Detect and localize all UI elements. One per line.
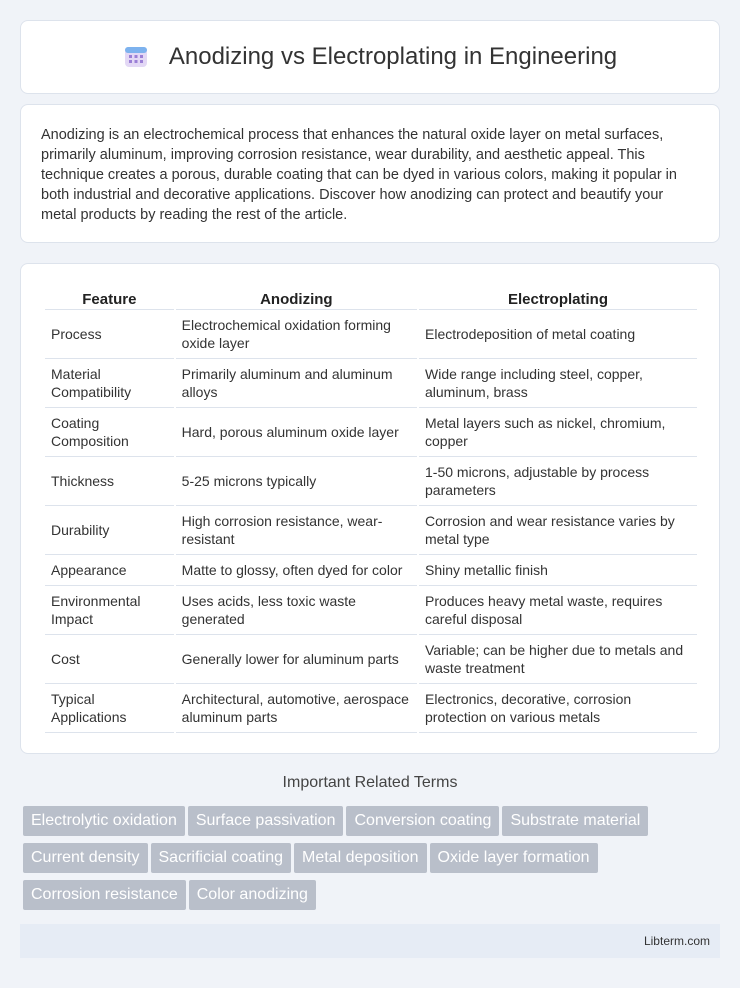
- feature-cell: Thickness: [45, 457, 174, 506]
- related-term-tag[interactable]: Electrolytic oxidation: [23, 806, 185, 836]
- electroplating-cell: Produces heavy metal waste, requires careful disposal: [419, 586, 697, 635]
- electroplating-cell: Wide range including steel, copper, aluminum, brass: [419, 359, 697, 408]
- comparison-table: [43, 282, 699, 733]
- anodizing-cell: Uses acids, less toxic waste generated: [176, 586, 417, 635]
- table-row: [45, 408, 697, 457]
- header-anodizing: Anodizing: [176, 282, 417, 310]
- feature-cell: Appearance: [45, 555, 174, 586]
- electroplating-cell: Shiny metallic finish: [419, 555, 697, 586]
- related-term-tag[interactable]: Color anodizing: [189, 880, 316, 910]
- table-row: [45, 555, 697, 586]
- page-title: Anodizing vs Electroplating in Engineering: [168, 43, 618, 70]
- intro-paragraph: Anodizing is an electrochemical process that enhances the natural oxide layer on metal surfaces, primarily aluminum, improving corrosion resistance, wear durability, and aesthetic appeal. This technique creates a porous, durable coating that can be dyed in various colors, making it popular in both industrial and decorative applications. Discover how anodizing can protect and beautify your metal products by reading the rest of the article.: [41, 127, 677, 223]
- title-card: [20, 20, 720, 94]
- anodizing-cell: Hard, porous aluminum oxide layer: [176, 408, 417, 457]
- feature-cell: Durability: [45, 506, 174, 555]
- related-terms-title: Important Related Terms: [282, 774, 458, 791]
- electroplating-cell: Electronics, decorative, corrosion protection on various metals: [419, 684, 697, 733]
- header-feature: Feature: [45, 282, 174, 310]
- table-row: [45, 359, 697, 408]
- feature-cell: Material Compatibility: [45, 359, 174, 408]
- related-term-tag[interactable]: Oxide layer formation: [430, 843, 598, 873]
- table-icon: [123, 44, 149, 70]
- related-term-tag[interactable]: Surface passivation: [188, 806, 344, 836]
- table-row: [45, 586, 697, 635]
- anodizing-cell: Electrochemical oxidation forming oxide layer: [176, 310, 417, 359]
- anodizing-cell: Matte to glossy, often dyed for color: [176, 555, 417, 586]
- electroplating-cell: Corrosion and wear resistance varies by metal type: [419, 506, 697, 555]
- related-term-tag[interactable]: Corrosion resistance: [23, 880, 186, 910]
- table-row: [45, 635, 697, 684]
- header-electroplating: Electroplating: [419, 282, 697, 310]
- table-row: [45, 684, 697, 733]
- table-row: [45, 310, 697, 359]
- related-term-tag[interactable]: Sacrificial coating: [151, 843, 292, 873]
- intro-card: [20, 104, 720, 243]
- electroplating-cell: Metal layers such as nickel, chromium, copper: [419, 408, 697, 457]
- feature-cell: Environmental Impact: [45, 586, 174, 635]
- feature-cell: Coating Composition: [45, 408, 174, 457]
- footer: [20, 924, 720, 958]
- comparison-table-card: [20, 263, 720, 754]
- related-terms-list: [23, 806, 723, 917]
- electroplating-cell: 1-50 microns, adjustable by process parameters: [419, 457, 697, 506]
- footer-site-link[interactable]: Libterm.com: [643, 934, 710, 948]
- related-term-tag[interactable]: Substrate material: [502, 806, 648, 836]
- electroplating-cell: Electrodeposition of metal coating: [419, 310, 697, 359]
- feature-cell: Cost: [45, 635, 174, 684]
- anodizing-cell: High corrosion resistance, wear-resistant: [176, 506, 417, 555]
- related-term-tag[interactable]: Current density: [23, 843, 148, 873]
- anodizing-cell: Primarily aluminum and aluminum alloys: [176, 359, 417, 408]
- table-row: [45, 506, 697, 555]
- feature-cell: Typical Applications: [45, 684, 174, 733]
- electroplating-cell: Variable; can be higher due to metals and waste treatment: [419, 635, 697, 684]
- related-term-tag[interactable]: Metal deposition: [294, 843, 427, 873]
- anodizing-cell: Architectural, automotive, aerospace aluminum parts: [176, 684, 417, 733]
- related-term-tag[interactable]: Conversion coating: [346, 806, 499, 836]
- anodizing-cell: 5-25 microns typically: [176, 457, 417, 506]
- table-row: [45, 457, 697, 506]
- feature-cell: Process: [45, 310, 174, 359]
- anodizing-cell: Generally lower for aluminum parts: [176, 635, 417, 684]
